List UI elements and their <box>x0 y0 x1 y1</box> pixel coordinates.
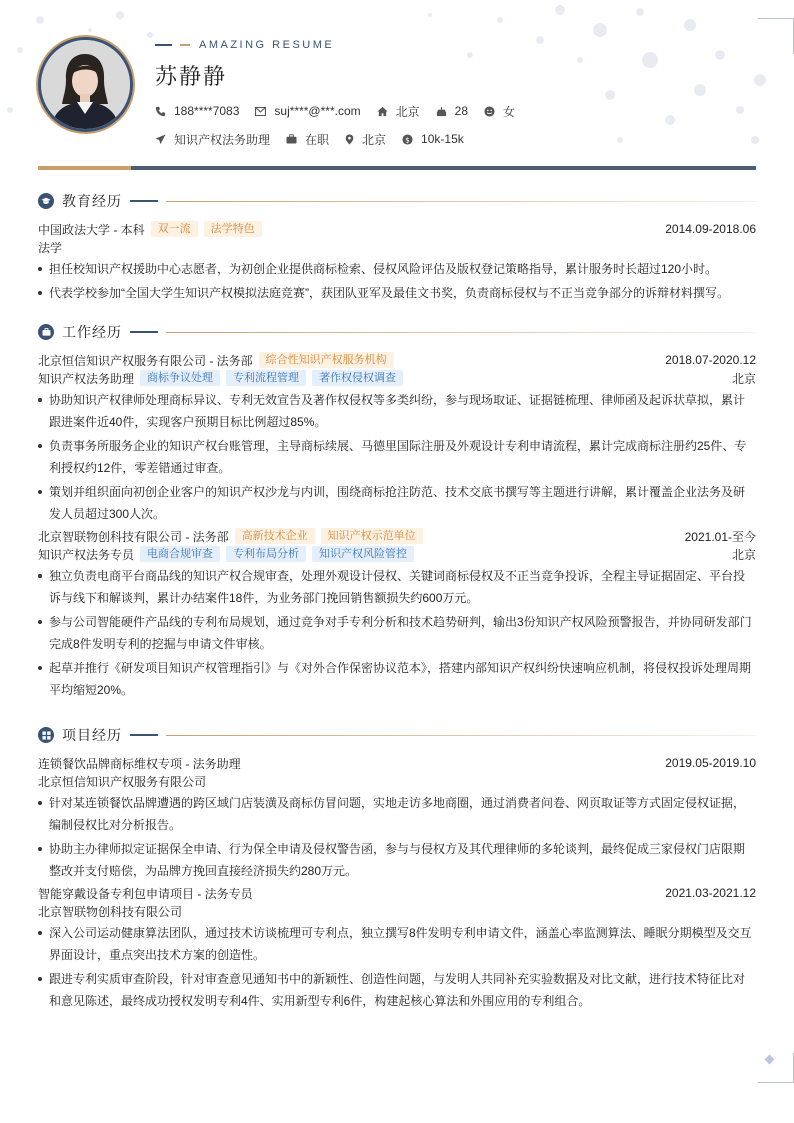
birthday-cake-icon <box>436 106 447 117</box>
list-item: 参与公司智能硬件产品线的专利布局规划，通过竞争对手专利分析和技术趋势研判，输出3份知识产权风险预警报告，并协同研发部门完成8件发明专利的挖掘与申请文件审核。 <box>38 611 756 655</box>
corner-decoration-top <box>758 18 794 54</box>
list-item: 负责事务所服务企业的知识产权台账管理，主导商标续展、马德里国际注册及外观设计专利申请流程，累计完成商标注册约25件、专利授权约12件，零差错通过审查。 <box>38 435 756 479</box>
header-divider-bar <box>38 166 756 170</box>
school-tag: 双一流 <box>151 221 198 237</box>
project-item <box>38 754 756 882</box>
project-name: 连锁餐饮品牌商标维权专项 - 法务助理 <box>38 756 241 771</box>
salary-info <box>402 132 464 146</box>
avatar <box>38 37 133 132</box>
education-major-row <box>38 238 756 256</box>
candidate-name: 苏静静 <box>155 65 228 90</box>
company-name: 北京智联物创科技有限公司 - 法务部 <box>38 529 229 544</box>
project-item-header <box>38 884 756 902</box>
smiley-icon <box>484 106 495 117</box>
age-info <box>436 104 468 118</box>
education-title: 教育经历 <box>62 193 122 209</box>
position-name: 知识产权法务助理 <box>38 371 135 386</box>
grid-icon <box>38 727 54 743</box>
project-period: 2021.03-2021.12 <box>665 886 756 900</box>
list-item: 协助知识产权律师处理商标异议、专利无效宣告及著作权侵权等多类纠纷，参与现场取证、证据链梳理、律师函及起诉状草拟，累计跟进案件近40件，实现客户预期目标比例超过85%。 <box>38 389 756 433</box>
skill-tag: 专利流程管理 <box>226 370 306 386</box>
email-icon <box>255 107 266 116</box>
money-icon <box>402 134 413 145</box>
project-bullets <box>38 922 756 1012</box>
list-item: 针对某连锁餐饮品牌遭遇的跨区域门店装潢及商标仿冒问题，实地走访多地商圈，通过消费者问卷、网页取证等方式固定侵权证据，编制侵权比对分析报告。 <box>38 792 756 836</box>
list-item: 策划并组织面向初创企业客户的知识产权沙龙与内训，围绕商标抢注防范、技术交底书撰写等主题进行讲解，累计覆盖企业法务及研发人员超过300人次。 <box>38 481 756 525</box>
company-tag: 高新技术企业 <box>235 528 315 544</box>
education-bullets <box>38 258 756 304</box>
graduation-cap-icon <box>38 193 54 209</box>
email-info <box>255 104 360 118</box>
phone-value: 188****7083 <box>174 104 240 118</box>
work-city: 北京 <box>731 371 756 386</box>
project-name: 智能穿戴设备专利包申请项目 - 法务专员 <box>38 886 253 901</box>
list-item: 深入公司运动健康算法团队，通过技术访谈梳理可专利点，独立撰写8件发明专利申请文件，涵盖心率监测算法、睡眠分期模型及交互界面设计，重点突出技术方案的创造性。 <box>38 922 756 966</box>
project-period: 2019.05-2019.10 <box>665 756 756 770</box>
work-title: 工作经历 <box>62 324 122 340</box>
salary-value: 10k-15k <box>421 132 464 146</box>
work-position-row <box>38 545 756 563</box>
age-value: 28 <box>454 104 468 118</box>
skill-tag: 专利布局分析 <box>226 546 306 562</box>
project-org-row <box>38 772 756 790</box>
list-item: 跟进专利实质审查阶段，针对审查意见通知书中的新颖性、创造性问题，与发明人共同补充实验数据及对比文献，进行技术特征比对和意见陈述，最终成功授权发明专利4件、实用新型专利6件，构建起核心算法和外围应用的专利组合。 <box>38 968 756 1012</box>
skill-tag: 著作权侵权调查 <box>312 370 403 386</box>
list-item: 协助主办律师拟定证据保全申请、行为保全申请及侵权警告函，参与与侵权方及其代理律师的多轮谈判，最终促成三家侵权门店限期整改并支付赔偿，为品牌方挽回直接经济损失约280万元。 <box>38 838 756 882</box>
profile-photo <box>41 40 130 129</box>
projects-heading <box>38 726 756 744</box>
hometown-value: 北京 <box>395 104 420 119</box>
gender-value: 女 <box>503 104 516 119</box>
project-bullets <box>38 792 756 882</box>
list-item: 起草并推行《研发项目知识产权管理指引》与《对外合作保密协议范本》，搭建内部知识产权纠纷快速响应机制，将侵权投诉处理周期平均缩短20%。 <box>38 657 756 701</box>
skill-tag: 知识产权风险管控 <box>312 546 414 562</box>
home-icon <box>377 106 388 117</box>
hometown-info <box>377 103 420 120</box>
project-org-row <box>38 902 756 920</box>
education-item-header <box>38 220 756 238</box>
work-bullets <box>38 389 756 525</box>
work-city: 北京 <box>731 547 756 562</box>
work-item-header <box>38 527 756 545</box>
target-city-info <box>345 131 386 148</box>
phone-info <box>155 104 239 118</box>
company-name: 北京恒信知识产权服务有限公司 - 法务部 <box>38 353 253 368</box>
company-tag: 知识产权示范单位 <box>321 528 423 544</box>
major-name: 法学 <box>38 240 63 255</box>
skill-tag: 电商合规审查 <box>140 546 220 562</box>
project-item-header <box>38 754 756 772</box>
education-period: 2014.09-2018.06 <box>665 222 756 236</box>
briefcase-icon <box>38 324 54 340</box>
work-bullets <box>38 565 756 701</box>
work-period: 2018.07-2020.12 <box>665 353 756 367</box>
school-tag: 法学特色 <box>204 221 262 237</box>
work-section <box>38 323 756 701</box>
school-name: 中国政法大学 - 本科 <box>38 222 145 237</box>
education-section <box>38 192 756 304</box>
work-item <box>38 527 756 701</box>
location-pin-icon <box>345 134 354 145</box>
target-job-value: 知识产权法务助理 <box>174 132 271 147</box>
resume-header <box>155 38 531 147</box>
job-intent-row <box>155 131 531 147</box>
contact-info-row <box>155 103 531 119</box>
list-item: 担任校知识产权援助中心志愿者，为初创企业提供商标检索、侵权风险评估及版权登记策略指导，累计服务时长超过120小时。 <box>38 258 756 280</box>
position-name: 知识产权法务专员 <box>38 547 135 562</box>
company-tag: 综合性知识产权服务机构 <box>259 352 394 368</box>
work-item-header <box>38 351 756 369</box>
work-item <box>38 351 756 525</box>
work-position-row <box>38 369 756 387</box>
status-value: 在职 <box>305 132 330 147</box>
project-item <box>38 884 756 1012</box>
project-org: 北京智联物创科技有限公司 <box>38 904 183 919</box>
gender-info <box>484 103 515 120</box>
briefcase-icon <box>286 134 297 144</box>
skill-tag: 商标争议处理 <box>140 370 220 386</box>
projects-section <box>38 726 756 1012</box>
paper-plane-icon <box>155 134 166 145</box>
target-job-info <box>155 131 270 148</box>
tagline-text: AMAZING RESUME <box>199 39 335 51</box>
list-item: 代表学校参加“全国大学生知识产权模拟法庭竞赛”，获团队亚军及最佳文书奖，负责商标侵权与不正当竞争部分的诉辩材料撰写。 <box>38 282 756 304</box>
list-item: 独立负责电商平台商品线的知识产权合规审查，处理外观设计侵权、关键词商标侵权及不正当竞争投诉，全程主导证据固定、平台投诉与线下和解谈判，累计办结案件18件，为业务部门挽回销售额损失约600万元。 <box>38 565 756 609</box>
work-heading <box>38 323 756 341</box>
education-heading <box>38 192 756 210</box>
work-period: 2021.01-至今 <box>684 529 756 544</box>
target-city-value: 北京 <box>362 132 387 147</box>
project-org: 北京恒信知识产权服务有限公司 <box>38 774 207 789</box>
svg-text:$: $ <box>405 134 410 144</box>
resume-tagline <box>155 38 531 52</box>
phone-icon <box>155 106 166 117</box>
corner-decoration-bottom <box>758 1053 794 1083</box>
education-item <box>38 220 756 304</box>
email-value: suj****@***.com <box>274 104 361 118</box>
projects-title: 项目经历 <box>62 727 122 743</box>
status-info <box>286 131 329 148</box>
